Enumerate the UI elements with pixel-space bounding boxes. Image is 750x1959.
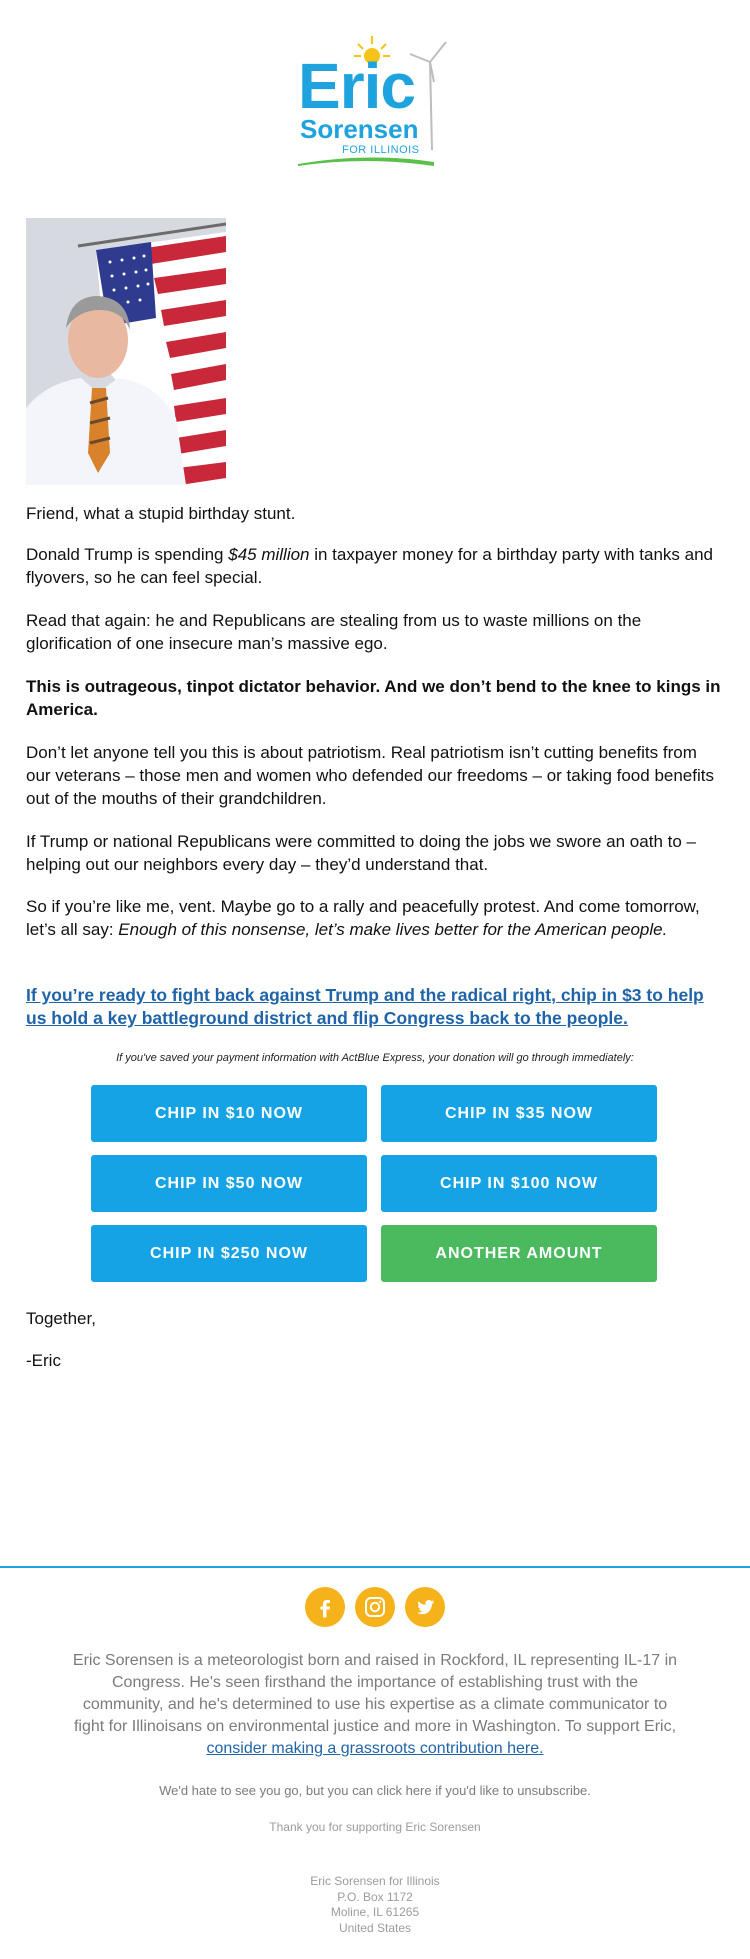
logo-subtitle: FOR ILLINOIS bbox=[342, 144, 420, 156]
paragraph-1 bbox=[26, 502, 726, 525]
photo-illustration bbox=[26, 218, 226, 485]
footer-bio-text: Eric Sorensen is a meteorologist born and raised in Rockford, IL representing IL-17 in Congress. He's seen firsthand the importance of establishing trust with the community, and he's determined to use his expertise as a climate communicator to fight for Illinoisans on environmental justice and more in Washington. To support Eric, bbox=[72, 1652, 678, 1735]
paragraph-3-text: Read that again: he and Republicans are stealing from us to waste millions on the glorification of one insecure man’s massive ego. bbox=[26, 611, 642, 653]
thanks-text: Thank you for supporting Eric Sorensen bbox=[269, 1820, 481, 1834]
chip-in-10-button[interactable]: CHIP IN $10 NOW bbox=[91, 1085, 367, 1142]
paragraph-2-emphasis: $45 million bbox=[228, 545, 310, 564]
closing-text: Together, bbox=[26, 1309, 96, 1328]
footer-bio bbox=[70, 1650, 680, 1760]
address-line-1: Eric Sorensen for Illinois bbox=[310, 1874, 440, 1888]
paragraph-5 bbox=[26, 741, 726, 810]
another-amount-button[interactable]: ANOTHER AMOUNT bbox=[381, 1225, 657, 1282]
signature bbox=[26, 1349, 726, 1372]
paragraph-6 bbox=[26, 830, 726, 876]
paragraph-2-text bbox=[26, 543, 726, 589]
chip-in-50-button[interactable]: CHIP IN $50 NOW bbox=[91, 1155, 367, 1212]
greeting-text: Friend, what a stupid birthday stunt. bbox=[26, 504, 296, 523]
paragraph-7 bbox=[26, 895, 726, 941]
closing bbox=[26, 1307, 726, 1330]
paragraph-6-text: If Trump or national Republicans were committed to doing the jobs we swore an oath to – helping out our neighbors every day – they’d understand that. bbox=[26, 832, 696, 874]
signature-text: -Eric bbox=[26, 1351, 61, 1370]
unsubscribe-text[interactable]: We'd hate to see you go, but you can click here if you'd like to unsubscribe. bbox=[159, 1783, 591, 1798]
chip-in-100-button[interactable]: CHIP IN $100 NOW bbox=[381, 1155, 657, 1212]
actblue-note: If you've saved your payment information with ActBlue Express, your donation will go through immediately: bbox=[116, 1052, 634, 1064]
cta-paragraph bbox=[26, 984, 726, 1030]
donate-cta-link[interactable]: If you’re ready to fight back against Trump and the radical right, chip in $3 to help us hold a key battleground district and flip Congress back to the people. bbox=[26, 985, 704, 1028]
paragraph-4 bbox=[26, 675, 726, 721]
candidate-photo bbox=[26, 218, 226, 485]
chip-in-250-button[interactable]: CHIP IN $250 NOW bbox=[91, 1225, 367, 1282]
logo-swoosh bbox=[296, 154, 436, 168]
paragraph-7-emphasis: Enough of this nonsense, let’s make lives better for the American people. bbox=[118, 920, 668, 939]
instagram-icon[interactable] bbox=[355, 1587, 395, 1627]
paragraph-5-text: Don’t let anyone tell you this is about patriotism. Real patriotism isn’t cutting benefits from our veterans – those men and women who defended our freedoms – or taking food benefits out of the mouths of their grandchildren. bbox=[26, 743, 714, 808]
address-line-4: United States bbox=[338, 1920, 412, 1935]
facebook-icon[interactable] bbox=[305, 1587, 345, 1627]
logo-name: Eric bbox=[298, 50, 415, 122]
logo-surname: Sorensen bbox=[300, 114, 419, 144]
paragraph-7-text bbox=[26, 895, 726, 941]
paragraph-2-b: in taxpayer money for a birthday party with tanks and flyovers, so he can feel special. bbox=[26, 545, 713, 587]
mailing-address bbox=[0, 1874, 750, 1936]
address-line-3: Moline, IL 61265 bbox=[330, 1905, 420, 1919]
campaign-logo bbox=[290, 34, 460, 162]
paragraph-7-a: So if you’re like me, vent. Maybe go to a rally and peacefully protest. And come tomorrow, let’s all say: bbox=[26, 897, 700, 939]
paragraph-2-a: Donald Trump is spending bbox=[26, 545, 229, 564]
footer-divider bbox=[0, 1566, 750, 1568]
grassroots-contribution-link[interactable]: consider making a grassroots contribution here. bbox=[206, 1740, 544, 1757]
paragraph-3 bbox=[26, 609, 726, 655]
chip-in-35-button[interactable]: CHIP IN $35 NOW bbox=[381, 1085, 657, 1142]
paragraph-4-text: This is outrageous, tinpot dictator behavior. And we don’t bend to the knee to kings in America. bbox=[26, 677, 721, 719]
paragraph-2 bbox=[26, 543, 726, 589]
address-line-2: P.O. Box 1172 bbox=[337, 1889, 413, 1904]
twitter-icon[interactable] bbox=[405, 1587, 445, 1627]
